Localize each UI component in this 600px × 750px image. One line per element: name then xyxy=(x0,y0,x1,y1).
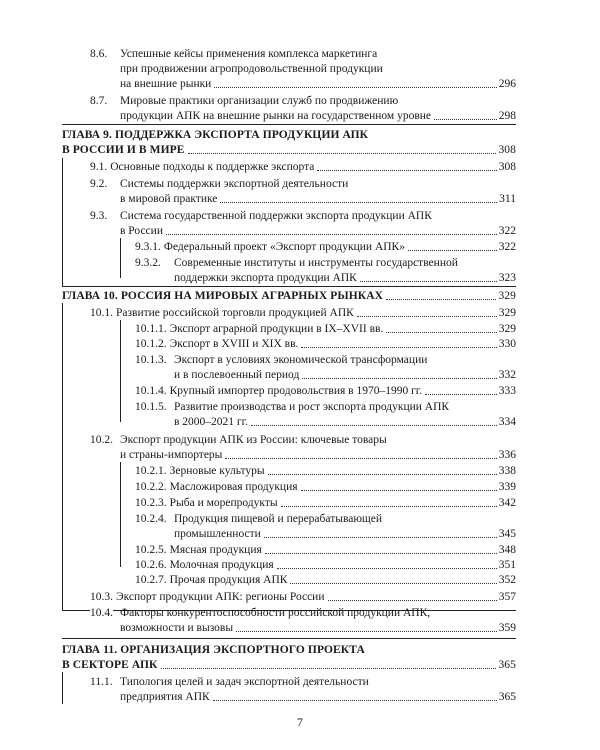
toc-entry[interactable] xyxy=(174,271,516,285)
toc-number: 9.3.2. xyxy=(135,257,161,269)
toc-entry-text: 10.2.7. xyxy=(135,574,167,586)
chapter-title: ГЛАВА 11. ОРГАНИЗАЦИЯ ЭКСПОРТНОГО ПРОЕКТА xyxy=(62,644,365,656)
toc-page-number: 308 xyxy=(498,161,516,173)
leader-dots xyxy=(264,537,497,538)
leader-dots xyxy=(277,568,497,569)
toc-number: 8.7. xyxy=(90,95,108,107)
toc-entry-text: 10.1.1. xyxy=(135,323,167,335)
leader-dots xyxy=(425,394,497,395)
toc-entry-text: Развитие российской торговли продукцией АПК xyxy=(116,307,354,319)
toc-entry-text: Экспорт аграрной продукции в IX–XVII вв. xyxy=(169,323,384,335)
toc-entry-text: Экспорт продукции АПК: регионы России xyxy=(116,591,325,603)
toc-page-number: 336 xyxy=(498,449,516,461)
toc-entry-text: Системы поддержки экспортной деятельности xyxy=(120,178,349,190)
toc-page-number: 345 xyxy=(498,528,516,540)
toc-page-number: 338 xyxy=(498,465,516,477)
toc-entry[interactable] xyxy=(135,337,516,351)
toc-entry-text: и в послевоенный период xyxy=(174,369,300,381)
toc-entry[interactable] xyxy=(135,240,516,254)
toc-number: 10.2. xyxy=(90,434,113,446)
leader-dots xyxy=(301,347,496,348)
toc-entry-text: Мировые практики организации служб по продвижению xyxy=(120,95,399,107)
toc-entry[interactable] xyxy=(120,621,516,635)
toc-page-number: 348 xyxy=(498,544,516,556)
toc-chapter-entry[interactable] xyxy=(62,658,516,672)
chapter-bracket xyxy=(62,672,63,704)
leader-dots xyxy=(386,332,496,333)
toc-entry[interactable] xyxy=(120,77,516,91)
toc-page-number: 296 xyxy=(498,78,516,90)
toc-entry-text: поддержки экспорта продукции АПК xyxy=(174,272,357,284)
section-bracket xyxy=(120,462,121,567)
toc-entry[interactable] xyxy=(120,109,516,123)
toc-page-number: 332 xyxy=(498,369,516,381)
toc-entry-text: 10.2.6. xyxy=(135,559,167,571)
toc-entry-text: 9.1. xyxy=(90,161,108,173)
toc-entry-text: Успешные кейсы применения комплекса маркетинга xyxy=(120,48,378,60)
toc-page-number: 352 xyxy=(498,574,516,586)
leader-dots xyxy=(213,700,497,701)
toc-page-number: 322 xyxy=(498,225,516,237)
section-bracket xyxy=(120,320,121,422)
toc-entry-text: Крупный импортер продовольствия в 1970–1990 гг. xyxy=(169,385,423,397)
leader-dots xyxy=(290,583,496,584)
toc-entry[interactable] xyxy=(135,464,516,478)
toc-number: 9.2. xyxy=(90,178,108,190)
toc-entry[interactable] xyxy=(135,496,516,510)
toc-entry-text: продукции АПК на внешние рынки на государственном уровне xyxy=(120,110,432,122)
toc-entry[interactable] xyxy=(174,368,516,382)
toc-entry-text: Типология целей и задач экспортной деятельности xyxy=(120,676,369,688)
toc-entry-text: Продукция пищевой и перерабатывающей xyxy=(174,513,383,525)
leader-dots xyxy=(434,119,497,120)
toc-entry[interactable] xyxy=(174,415,516,429)
toc-page-number: 329 xyxy=(498,290,516,302)
chapter-title: В СЕКТОРЕ АПК xyxy=(62,659,158,671)
leader-dots xyxy=(236,631,497,632)
leader-dots xyxy=(265,553,497,554)
toc-entry-text: Система государственной поддержки экспорта продукции АПК xyxy=(120,210,432,222)
toc-entry-text: 10.2.3. xyxy=(135,497,167,509)
leader-dots xyxy=(357,316,497,317)
leader-dots xyxy=(408,250,497,251)
toc-entry[interactable] xyxy=(174,527,516,541)
toc-page-number: 329 xyxy=(498,323,516,335)
toc-page-number: 351 xyxy=(498,559,516,571)
toc-entry-text: Мясная продукция xyxy=(169,544,262,556)
toc-entry[interactable] xyxy=(120,192,516,206)
toc-entry[interactable] xyxy=(120,224,516,238)
toc-entry-text: в мировой практике xyxy=(120,193,218,205)
toc-entry-text: при продвижении агропродовольственной продукции xyxy=(120,63,383,75)
divider xyxy=(62,638,516,639)
leader-dots xyxy=(225,458,496,459)
toc-number: 11.1. xyxy=(90,676,113,688)
toc-page-number: 308 xyxy=(498,144,516,156)
section-bracket xyxy=(120,238,121,278)
toc-entry-text: Факторы конкурентоспособности российской продукции АПК, xyxy=(120,607,431,619)
toc-entry-text: 9.3.1. xyxy=(135,241,161,253)
toc-page-number: 298 xyxy=(498,110,516,122)
toc-number: 9.3. xyxy=(90,210,108,222)
toc-page-number: 365 xyxy=(498,659,516,671)
toc-entry-text: 10.1.4. xyxy=(135,385,167,397)
leader-dots xyxy=(268,474,497,475)
chapter-bracket xyxy=(62,303,63,610)
divider xyxy=(62,124,516,125)
leader-dots xyxy=(188,153,497,154)
page-number: 7 xyxy=(297,715,303,729)
toc-entry-text: Федеральный проект «Экспорт продукции АПК» xyxy=(163,241,405,253)
toc-entry[interactable] xyxy=(135,322,516,336)
toc-entry-text: промышленности xyxy=(174,528,261,540)
toc-entry-text: Масложировая продукция xyxy=(169,481,298,493)
leader-dots xyxy=(251,425,497,426)
toc-page-number: 329 xyxy=(498,307,516,319)
toc-entry[interactable] xyxy=(90,160,516,174)
toc-number: 10.2.4. xyxy=(135,513,167,525)
toc-entry-text: Молочная продукция xyxy=(169,559,274,571)
toc-page-number: 334 xyxy=(498,416,516,428)
leader-dots xyxy=(360,281,497,282)
toc-entry[interactable] xyxy=(120,448,516,462)
toc-page-number: 339 xyxy=(498,481,516,493)
toc-entry[interactable] xyxy=(135,558,516,572)
toc-entry-text: Экспорт продукции АПК из России: ключевые товары xyxy=(120,434,387,446)
toc-entry[interactable] xyxy=(90,590,516,604)
toc-entry[interactable] xyxy=(120,690,516,704)
leader-dots xyxy=(220,202,497,203)
toc-entry-text: 10.2.2. xyxy=(135,481,167,493)
toc-entry[interactable] xyxy=(135,573,516,587)
toc-entry-text: возможности и вызовы xyxy=(120,622,234,634)
toc-entry-text: 10.2.5. xyxy=(135,544,167,556)
toc-entry-text: Рыба и морепродукты xyxy=(169,497,278,509)
toc-page-number: 323 xyxy=(498,272,516,284)
toc-page-number: 330 xyxy=(498,338,516,350)
toc-entry-text: и страны-импортеры xyxy=(120,449,223,461)
toc-entry[interactable] xyxy=(135,480,516,494)
leader-dots xyxy=(161,668,497,669)
toc-entry-text: 10.1.2. xyxy=(135,338,167,350)
toc-number: 10.4. xyxy=(90,607,113,619)
leader-dots xyxy=(317,170,496,171)
toc-page-number: 365 xyxy=(498,691,516,703)
toc-entry-text: Прочая продукция АПК xyxy=(169,574,288,586)
toc-chapter-entry[interactable] xyxy=(62,289,516,303)
toc-entry-text: Современные институты и инструменты государственной xyxy=(174,257,458,269)
leader-dots xyxy=(301,490,497,491)
toc-page-number: 322 xyxy=(498,241,516,253)
toc-entry-text: Экспорт в XVIII и XIX вв. xyxy=(169,338,299,350)
toc-page-number: 311 xyxy=(499,193,516,205)
leader-dots xyxy=(166,234,497,235)
toc-entry-text: Экспорт в условиях экономической трансформации xyxy=(174,354,428,366)
chapter-title: ГЛАВА 9. ПОДДЕРЖКА ЭКСПОРТА ПРОДУКЦИИ АПК xyxy=(62,129,369,141)
toc-entry-text: Зерновые культуры xyxy=(169,465,265,477)
toc-entry-text: в России xyxy=(120,225,163,237)
toc-entry-text: 10.1. xyxy=(90,307,113,319)
toc-page-number: 333 xyxy=(498,385,516,397)
toc-entry[interactable] xyxy=(90,306,516,320)
toc-entry-text: 10.2.1. xyxy=(135,465,167,477)
toc-number: 10.1.3. xyxy=(135,354,167,366)
chapter-bracket xyxy=(62,158,63,286)
toc-number: 10.1.5. xyxy=(135,401,167,413)
chapter-title: ГЛАВА 10. РОССИЯ НА МИРОВЫХ АГРАРНЫХ РЫНКАХ xyxy=(62,290,384,302)
leader-dots xyxy=(386,299,496,300)
toc-page-number: 359 xyxy=(498,622,516,634)
toc-entry[interactable] xyxy=(135,384,516,398)
chapter-title: В РОССИИ И В МИРЕ xyxy=(62,144,185,156)
toc-entry-text: Основные подходы к поддержке экспорта xyxy=(110,161,315,173)
leader-dots xyxy=(328,600,497,601)
toc-entry-text: на внешние рынки xyxy=(120,78,212,90)
toc-chapter-entry[interactable] xyxy=(62,143,516,157)
divider xyxy=(62,286,516,287)
toc-entry-text: 10.3. xyxy=(90,591,113,603)
toc-entry[interactable] xyxy=(135,543,516,557)
toc-entry-text: Развитие производства и рост экспорта продукции АПК xyxy=(174,401,450,413)
toc-number: 8.6. xyxy=(90,48,108,60)
leader-dots xyxy=(302,378,496,379)
leader-dots xyxy=(214,87,496,88)
toc-page-number: 342 xyxy=(498,497,516,509)
leader-dots xyxy=(281,506,497,507)
toc-entry-text: в 2000–2021 гг. xyxy=(174,416,248,428)
toc-page-number: 357 xyxy=(498,591,516,603)
toc-entry-text: предприятия АПК xyxy=(120,691,210,703)
